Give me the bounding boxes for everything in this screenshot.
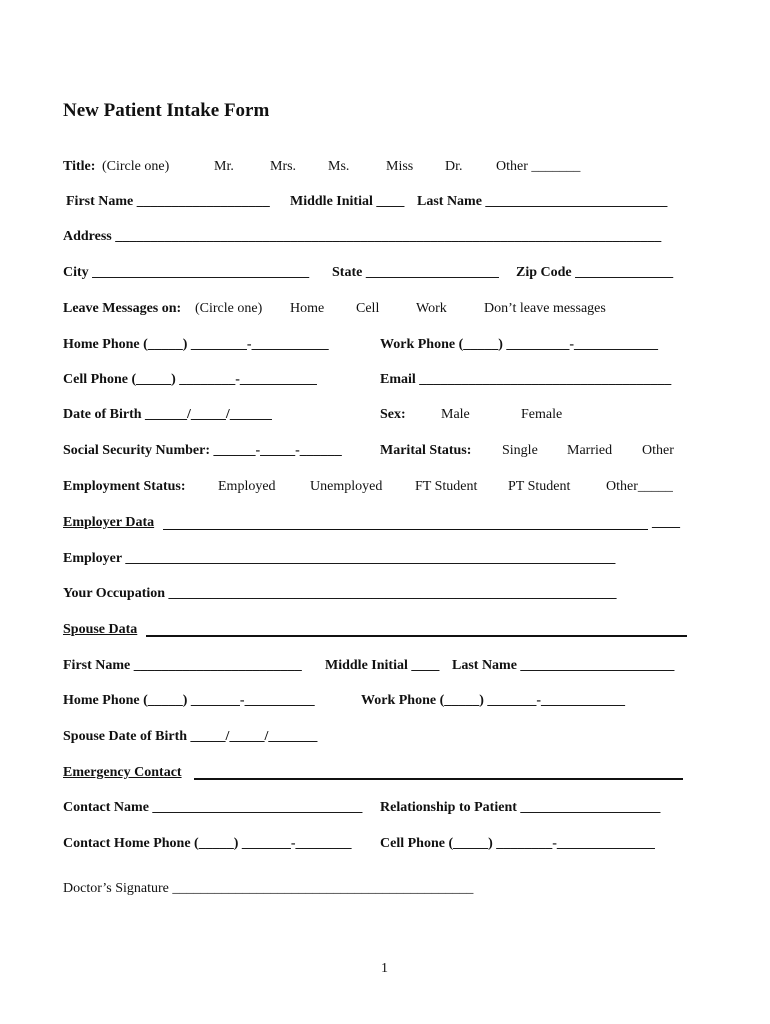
employer-data-heading: Employer Data — [63, 515, 155, 530]
city-field[interactable]: City _______________________________ — [63, 265, 310, 280]
spouse-last-name-field[interactable]: Last Name ______________________ — [452, 658, 675, 673]
contact-home-phone-field[interactable]: Contact Home Phone (_____) _______-________ — [63, 836, 352, 851]
occupation-field[interactable]: Your Occupation ________________________________________________________________ — [63, 586, 617, 601]
employer-data-rule — [163, 529, 648, 530]
spouse-home-phone-field[interactable]: Home Phone (_____) _______-__________ — [63, 693, 315, 708]
contact-cell-phone-field[interactable]: Cell Phone (_____) ________-______________ — [380, 836, 655, 851]
title-hint: (Circle one) — [102, 159, 170, 174]
messages-option-home[interactable]: Home — [290, 301, 325, 316]
title-option-ms[interactable]: Ms. — [328, 159, 350, 174]
last-name-field[interactable]: Last Name __________________________ — [417, 194, 668, 209]
employment-option-other[interactable]: Other_____ — [606, 479, 673, 494]
relationship-field[interactable]: Relationship to Patient ____________________ — [380, 800, 661, 815]
home-phone-field[interactable]: Home Phone (_____) ________-___________ — [63, 337, 329, 352]
zip-code-field[interactable]: Zip Code ______________ — [516, 265, 674, 280]
state-field[interactable]: State ___________________ — [332, 265, 499, 280]
title-option-dr[interactable]: Dr. — [445, 159, 463, 174]
messages-option-work[interactable]: Work — [416, 301, 447, 316]
employment-option-ft-student[interactable]: FT Student — [415, 479, 478, 494]
contact-name-field[interactable]: Contact Name ______________________________ — [63, 800, 363, 815]
sex-option-male[interactable]: Male — [441, 407, 470, 422]
employment-option-pt-student[interactable]: PT Student — [508, 479, 571, 494]
doctor-signature-field[interactable]: Doctor’s Signature ___________________________________________ — [63, 881, 474, 896]
date-of-birth-field[interactable]: Date of Birth ______/_____/______ — [63, 407, 272, 422]
middle-initial-field[interactable]: Middle Initial ____ — [290, 194, 405, 209]
marital-option-single[interactable]: Single — [502, 443, 538, 458]
emergency-contact-heading: Emergency Contact — [63, 765, 182, 780]
email-field[interactable]: Email ____________________________________ — [380, 372, 672, 387]
title-option-miss[interactable]: Miss — [386, 159, 414, 174]
work-phone-field[interactable]: Work Phone (_____) _________-____________ — [380, 337, 659, 352]
cell-phone-field[interactable]: Cell Phone (_____) ________-___________ — [63, 372, 317, 387]
employment-status-label: Employment Status: — [63, 479, 186, 494]
title-option-mr[interactable]: Mr. — [214, 159, 234, 174]
sex-label: Sex: — [380, 407, 406, 422]
employment-option-employed[interactable]: Employed — [218, 479, 276, 494]
address-field[interactable]: Address ______________________________________________________________________________ — [63, 229, 662, 244]
messages-hint: (Circle one) — [195, 301, 263, 316]
marital-option-other[interactable]: Other — [642, 443, 674, 458]
sex-option-female[interactable]: Female — [521, 407, 563, 422]
spouse-dob-field[interactable]: Spouse Date of Birth _____/_____/_______ — [63, 729, 318, 744]
form-title: New Patient Intake Form — [63, 100, 270, 121]
page-number: 1 — [381, 961, 388, 976]
employment-option-unemployed[interactable]: Unemployed — [310, 479, 383, 494]
spouse-work-phone-field[interactable]: Work Phone (_____) _______-____________ — [361, 693, 626, 708]
title-option-other[interactable]: Other _______ — [496, 159, 581, 174]
employer-data-tail: ____ — [652, 515, 680, 530]
spouse-data-rule — [146, 635, 687, 637]
messages-option-cell[interactable]: Cell — [356, 301, 380, 316]
spouse-middle-initial-field[interactable]: Middle Initial ____ — [325, 658, 440, 673]
first-name-field[interactable]: First Name ___________________ — [66, 194, 270, 209]
title-option-mrs[interactable]: Mrs. — [270, 159, 297, 174]
ssn-field[interactable]: Social Security Number: ______-_____-______ — [63, 443, 342, 458]
spouse-data-heading: Spouse Data — [63, 622, 138, 637]
title-label: Title: — [63, 159, 96, 174]
employer-field[interactable]: Employer ______________________________________________________________________ — [63, 551, 616, 566]
marital-status-label: Marital Status: — [380, 443, 472, 458]
marital-option-married[interactable]: Married — [567, 443, 613, 458]
messages-option-none[interactable]: Don’t leave messages — [484, 301, 606, 316]
spouse-first-name-field[interactable]: First Name ________________________ — [63, 658, 302, 673]
emergency-contact-rule — [194, 778, 683, 780]
messages-label: Leave Messages on: — [63, 301, 182, 316]
